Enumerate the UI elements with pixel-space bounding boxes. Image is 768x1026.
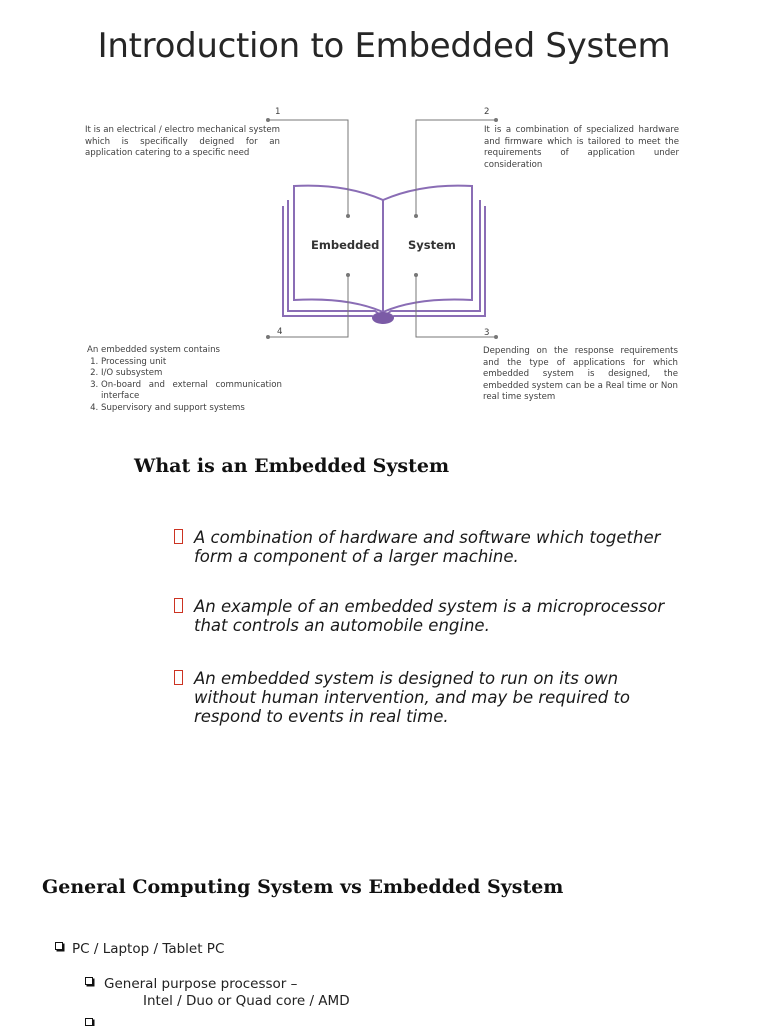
bullet-item [174, 597, 684, 635]
checkbox-bullet-icon [85, 977, 93, 985]
note-4 [87, 345, 282, 414]
book-spine-knob [372, 312, 394, 324]
page-title: Introduction to Embedded System [97, 26, 671, 66]
book-label-system: System [408, 238, 456, 252]
note-4-item: 4. Supervisory and support systems [101, 403, 282, 415]
note-2-text: It is a combination of specialized hardware and firmware which is tailored to meet the requirements of application under consideration [484, 125, 679, 170]
bullet-text: An example of an embedded system is a microprocessor that controls an automobile engine. [194, 597, 665, 635]
bullet-marker-icon [174, 598, 183, 613]
note-3-text: Depending on the response requirements and the type of applications for which embedded system is designed, the embedded system can be a Real time or Non real time system [483, 346, 678, 402]
note-4-item: 2. I/O subsystem [101, 368, 282, 380]
checkbox-bullet-icon [55, 942, 63, 950]
bullet-text: An embedded system is designed to run on its own without human intervention, and may be required to respond to events in real time. [194, 669, 631, 726]
bullet-item [174, 669, 684, 726]
bullet-item [174, 528, 684, 566]
section-heading-comparison: General Computing System vs Embedded System [42, 876, 564, 898]
bullet-text: A combination of hardware and software which together form a component of a larger machine. [194, 528, 661, 566]
diagram-number-1: 1 [275, 107, 281, 117]
section-heading-what-is: What is an Embedded System [134, 455, 450, 477]
note-1 [85, 125, 280, 160]
bullet-marker-icon [174, 529, 183, 544]
note-4-item: 1. Processing unit [101, 357, 282, 369]
note-4-item: 3. On-board and external communication interface [101, 380, 282, 403]
list-item-pc: PC / Laptop / Tablet PC [72, 941, 225, 957]
note-4-intro: An embedded system contains [87, 345, 221, 355]
bullet-marker-icon [174, 670, 183, 685]
note-2 [484, 125, 679, 171]
note-3 [483, 346, 678, 404]
diagram-number-4: 4 [277, 327, 283, 337]
note-1-text: It is an electrical / electro mechanical system which is specifically deigned for an application catering to a specific need [85, 125, 280, 158]
checkbox-bullet-icon [85, 1018, 93, 1026]
list-item-processor: General purpose processor – [104, 976, 298, 992]
book-label-embedded: Embedded [311, 238, 380, 252]
diagram-number-2: 2 [484, 107, 490, 117]
list-item-processor-detail: Intel / Duo or Quad core / AMD [143, 993, 350, 1009]
diagram-number-3: 3 [484, 328, 490, 338]
